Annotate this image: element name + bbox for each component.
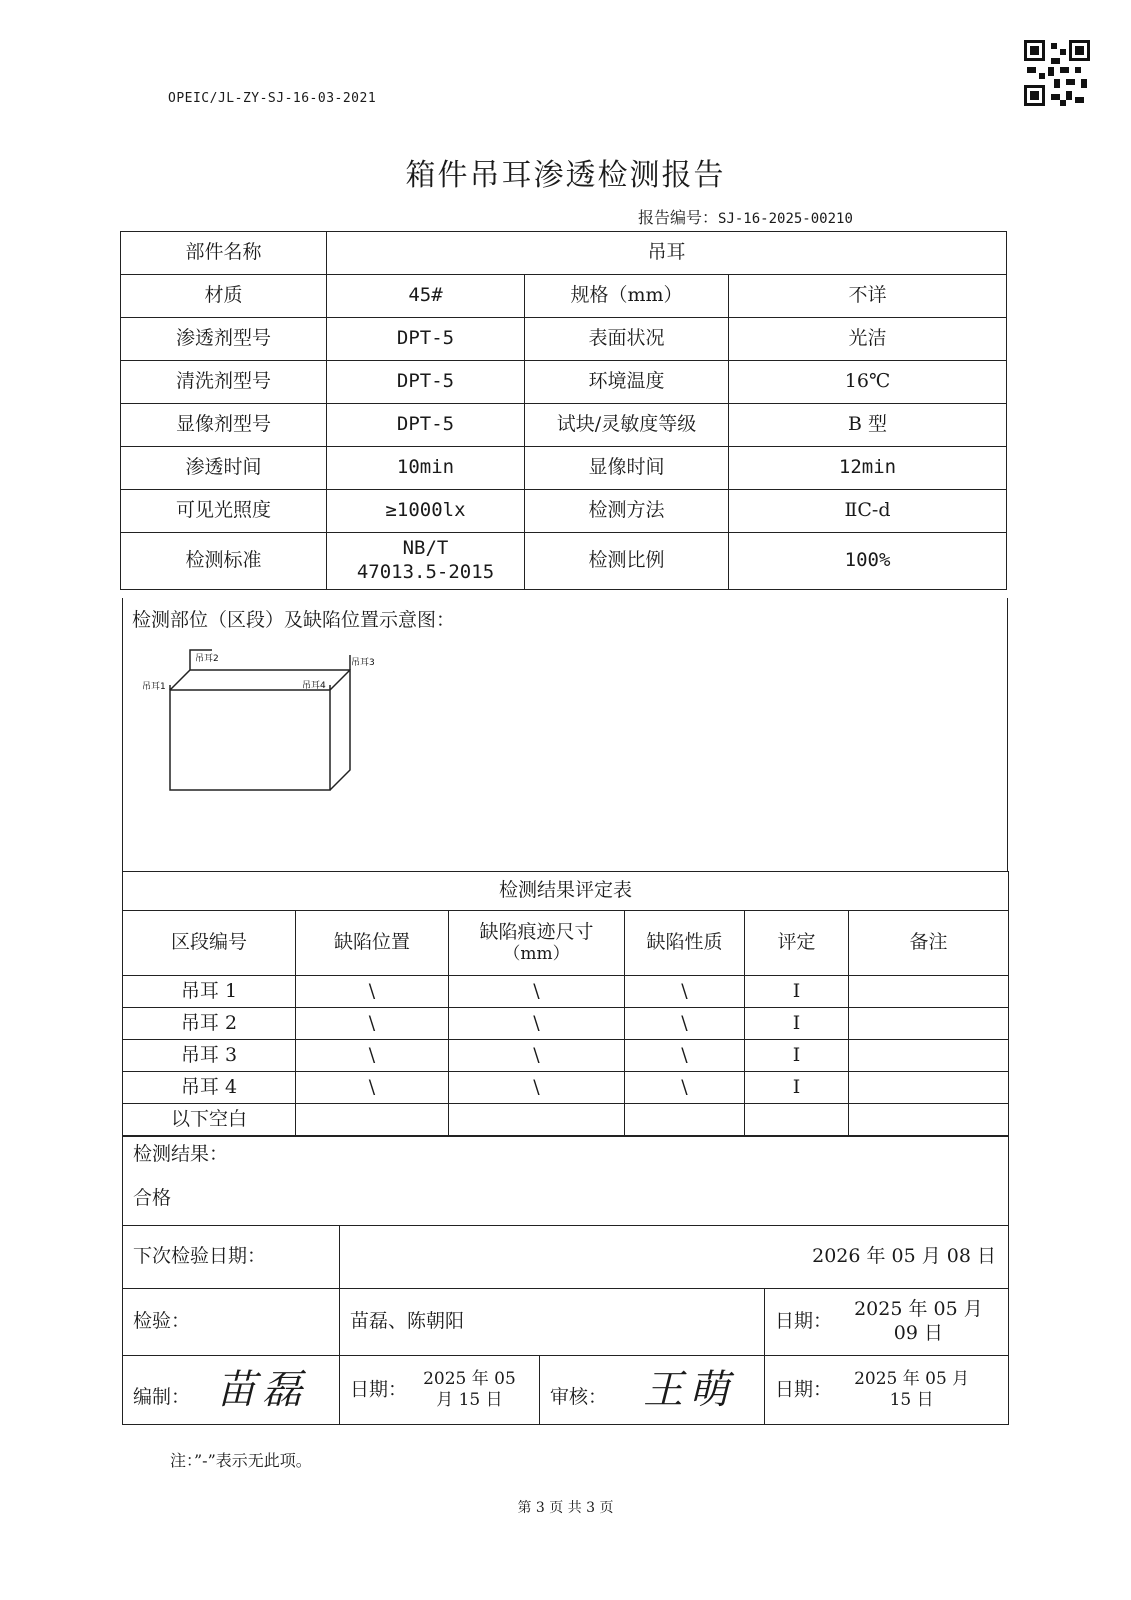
diagram-label: 检测部位（区段）及缺陷位置示意图： [132, 609, 456, 631]
prepared-signature: 苗磊 [216, 1367, 309, 1413]
remarks-cell [849, 976, 1009, 1008]
penetrant-value: DPT-5 [327, 318, 525, 361]
info-row [121, 404, 1007, 447]
method-label: 检测方法 [525, 490, 729, 533]
rating-cell: I [745, 1040, 849, 1072]
table-row [123, 1104, 1009, 1136]
box-diagram [140, 645, 380, 795]
lug-2-label: 吊耳2 [195, 654, 219, 664]
header-section: 区段编号 [123, 911, 296, 976]
report-number-value: SJ-16-2025-00210 [718, 211, 853, 227]
review-date-cell [765, 1356, 1009, 1425]
surface-value: 光洁 [729, 318, 1007, 361]
table-row [123, 1072, 1009, 1104]
header-defect-nature: 缺陷性质 [625, 911, 745, 976]
inspector-row [123, 1289, 1009, 1356]
conclusion-label: 检测结果： [133, 1143, 229, 1165]
review-date-value [854, 1369, 969, 1412]
cleaner-label: 清洗剂型号 [121, 361, 327, 404]
prepared-date-label: 日期： [350, 1378, 408, 1400]
location-cell: \ [296, 1072, 449, 1104]
material-label: 材质 [121, 275, 327, 318]
inspector-value: 苗磊、陈朝阳 [340, 1289, 765, 1356]
prepared-cell [123, 1356, 340, 1425]
results-title: 检测结果评定表 [123, 872, 1009, 911]
signature-row [123, 1356, 1009, 1425]
inspect-date-value [854, 1298, 983, 1346]
standard-label: 检测标准 [121, 533, 327, 590]
remarks-cell [849, 1072, 1009, 1104]
prepared-date-value [423, 1369, 516, 1412]
header-defect-size-unit: （mm） [503, 944, 570, 965]
location-cell: \ [296, 1040, 449, 1072]
info-row [121, 275, 1007, 318]
lug-4-label: 吊耳4 [302, 681, 326, 691]
info-table [120, 231, 1007, 590]
review-cell [540, 1356, 765, 1425]
standard-line-2: 47013.5-2015 [356, 561, 495, 583]
section-cell: 吊耳 3 [123, 1040, 296, 1072]
review-label: 审核： [550, 1386, 608, 1408]
page-footer: 第 3 页 共 3 页 [517, 1500, 614, 1516]
header-remarks: 备注 [849, 911, 1009, 976]
nature-cell: \ [625, 1008, 745, 1040]
size-cell: \ [449, 1040, 625, 1072]
conclusion-table [122, 1136, 1009, 1425]
material-value: 45# [327, 275, 525, 318]
results-table [122, 871, 1009, 1136]
review-date-line-2: 15 日 [889, 1390, 934, 1410]
next-date-label: 下次检验日期： [123, 1226, 340, 1289]
section-cell: 吊耳 1 [123, 976, 296, 1008]
prepared-date-line-2: 月 15 日 [436, 1390, 503, 1410]
remarks-cell [849, 1008, 1009, 1040]
temperature-label: 环境温度 [525, 361, 729, 404]
info-row [121, 361, 1007, 404]
results-title-row [123, 872, 1009, 911]
nature-cell: \ [625, 1040, 745, 1072]
ratio-value: 100% [729, 533, 1007, 590]
illuminance-value: ≥1000lx [327, 490, 525, 533]
location-cell: \ [296, 976, 449, 1008]
cleaner-value: DPT-5 [327, 361, 525, 404]
inspect-date-cell [765, 1289, 1009, 1356]
table-row [123, 1040, 1009, 1072]
spec-value: 不详 [729, 275, 1007, 318]
section-cell: 吊耳 4 [123, 1072, 296, 1104]
nature-cell: \ [625, 976, 745, 1008]
rating-cell: I [745, 1072, 849, 1104]
prepared-date-cell [340, 1356, 540, 1425]
results-header-row [123, 911, 1009, 976]
review-signature: 王萌 [643, 1367, 736, 1413]
inspect-date-label: 日期： [775, 1310, 833, 1332]
info-row [121, 490, 1007, 533]
developer-value: DPT-5 [327, 404, 525, 447]
info-row [121, 533, 1007, 590]
review-date-line-1: 2025 年 05 月 [854, 1368, 970, 1389]
development-time-value: 12min [729, 447, 1007, 490]
rating-cell [745, 1104, 849, 1136]
report-title: 箱件吊耳渗透检测报告 [405, 158, 726, 193]
info-row [121, 232, 1007, 275]
lug-3-label: 吊耳3 [351, 658, 375, 668]
size-cell: \ [449, 1008, 625, 1040]
standard-value [327, 533, 525, 590]
next-date-row [123, 1226, 1009, 1289]
info-row [121, 318, 1007, 361]
review-date-label: 日期： [775, 1378, 833, 1400]
header-defect-size-line-1: 缺陷痕迹尺寸 [479, 920, 594, 943]
table-row [123, 1008, 1009, 1040]
header-rating: 评定 [745, 911, 849, 976]
size-cell: \ [449, 976, 625, 1008]
size-cell [449, 1104, 625, 1136]
location-cell: \ [296, 1008, 449, 1040]
penetration-time-value: 10min [327, 447, 525, 490]
inspector-label: 检验： [123, 1289, 340, 1356]
ratio-label: 检测比例 [525, 533, 729, 590]
header-defect-size [449, 911, 625, 976]
surface-label: 表面状况 [525, 318, 729, 361]
lug-1-label: 吊耳1 [142, 682, 166, 692]
prepared-label: 编制： [133, 1386, 191, 1408]
part-name-label: 部件名称 [121, 232, 327, 275]
nature-cell [625, 1104, 745, 1136]
spec-label: 规格（mm） [525, 275, 729, 318]
rating-cell: I [745, 976, 849, 1008]
next-date-value: 2026 年 05 月 08 日 [340, 1226, 1009, 1289]
conclusion-value: 合格 [133, 1186, 172, 1209]
method-value: ⅡC-d [729, 490, 1007, 533]
section-cell: 吊耳 2 [123, 1008, 296, 1040]
sensitivity-value: B 型 [729, 404, 1007, 447]
info-row [121, 447, 1007, 490]
remarks-cell [849, 1040, 1009, 1072]
rating-cell: I [745, 1008, 849, 1040]
document-code: OPEIC/JL-ZY-SJ-16-03-2021 [168, 91, 377, 106]
location-cell [296, 1104, 449, 1136]
qr-code-icon [1024, 40, 1090, 106]
nature-cell: \ [625, 1072, 745, 1104]
inspect-date-line-1: 2025 年 05 月 [854, 1298, 983, 1321]
prepared-date-line-1: 2025 年 05 [423, 1368, 516, 1389]
conclusion-cell [123, 1137, 1009, 1226]
report-number-label: 报告编号： [638, 208, 719, 227]
penetration-time-label: 渗透时间 [121, 447, 327, 490]
table-row [123, 976, 1009, 1008]
standard-line-1: NB/T [402, 537, 449, 560]
remarks-cell [849, 1104, 1009, 1136]
development-time-label: 显像时间 [525, 447, 729, 490]
section-cell: 以下空白 [123, 1104, 296, 1136]
developer-label: 显像剂型号 [121, 404, 327, 447]
sensitivity-label: 试块/灵敏度等级 [525, 404, 729, 447]
report-number [638, 205, 853, 228]
part-name-value: 吊耳 [327, 232, 1007, 275]
temperature-value: 16℃ [729, 361, 1007, 404]
footnote: 注：”-”表示无此项。 [170, 1451, 312, 1470]
illuminance-label: 可见光照度 [121, 490, 327, 533]
penetrant-label: 渗透剂型号 [121, 318, 327, 361]
conclusion-row [123, 1137, 1009, 1226]
header-defect-location: 缺陷位置 [296, 911, 449, 976]
inspect-date-line-2: 09 日 [893, 1322, 943, 1344]
size-cell: \ [449, 1072, 625, 1104]
